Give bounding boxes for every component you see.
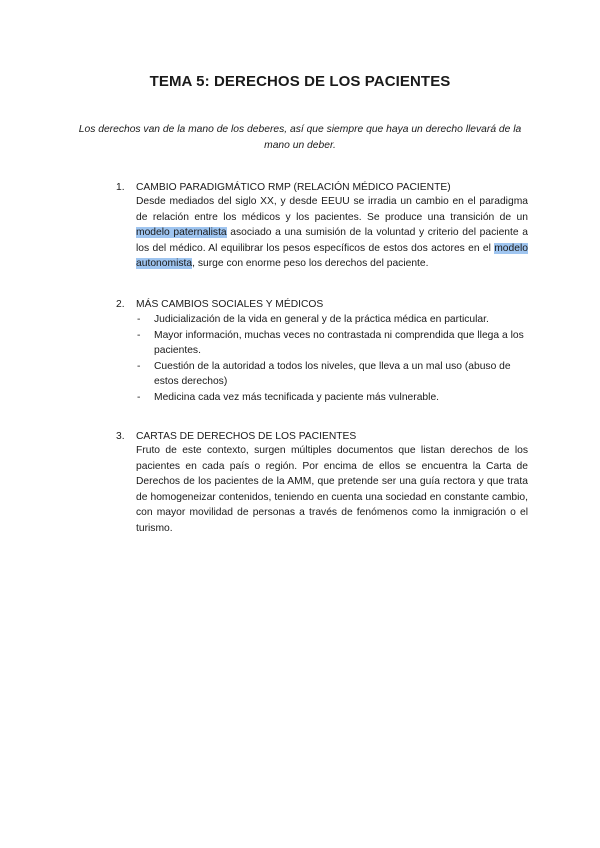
list-item: - Mayor información, muchas veces no contrastada ni comprendida que llega a los pacientes.	[137, 329, 524, 356]
list-item: - Medicina cada vez más tecnificada y paciente más vulnerable.	[146, 390, 528, 406]
section-number: 3.	[116, 431, 125, 442]
paragraph-text: , surge con enorme peso los derechos del paciente.	[192, 258, 429, 269]
bullet-dash: -	[137, 360, 141, 372]
paragraph-text: asociado a una sumisión de la voluntad y criterio del paciente a los del médico. Al equilibrar los pesos específicos de estos dos actores en el	[136, 227, 528, 254]
section-heading: MÁS CAMBIOS SOCIALES Y MÉDICOS	[136, 299, 324, 310]
section-heading: CAMBIO PARADIGMÁTICO RMP (RELACIÓN MÉDICO PACIENTE)	[136, 182, 451, 193]
highlighted-term: modelo autonomista	[136, 242, 528, 269]
intro-quote: Los derechos van de la mano de los deberes, así que siempre que haya un derecho llevará de la mano un deber.	[78, 124, 522, 151]
highlighted-term: modelo paternalista	[136, 227, 227, 238]
bullet-dash: -	[137, 314, 141, 325]
list-item: - Judicialización de la vida en general y de la práctica médica en particular.	[146, 312, 528, 328]
list-item: - Cuestión de la autoridad a todos los niveles, que lleva a un mal uso (abuso de estos derechos)	[137, 360, 511, 387]
bullet-dash: -	[137, 329, 141, 341]
section-number: 1.	[116, 182, 125, 193]
paragraph-text: Desde mediados del siglo XX, y desde EEUU se irradia un cambio en el paradigma de relación entre los médicos y los pacientes. Se produce una transición de un	[136, 196, 528, 223]
section-number: 2.	[116, 299, 125, 310]
section-1-paragraph	[136, 194, 528, 272]
page-title: TEMA 5: DERECHOS DE LOS PACIENTES	[149, 73, 451, 90]
section-heading: CARTAS DE DERECHOS DE LOS PACIENTES	[136, 431, 357, 442]
section-3-paragraph: Fruto de este contexto, surgen múltiples documentos que listan derechos de los pacientes en cada país o región. Por encima de ellos se encuentra la Carta de Derechos de los pacientes de la AMM, que pretende ser una guía rectora y que trata de homogeneizar contenidos, teniendo en cuenta una sociedad en constante cambio, con mayor movilidad de personas a través de fenómenos como la inmigración o el turismo.	[136, 445, 528, 534]
bullet-list	[137, 312, 528, 405]
bullet-dash: -	[137, 391, 141, 403]
